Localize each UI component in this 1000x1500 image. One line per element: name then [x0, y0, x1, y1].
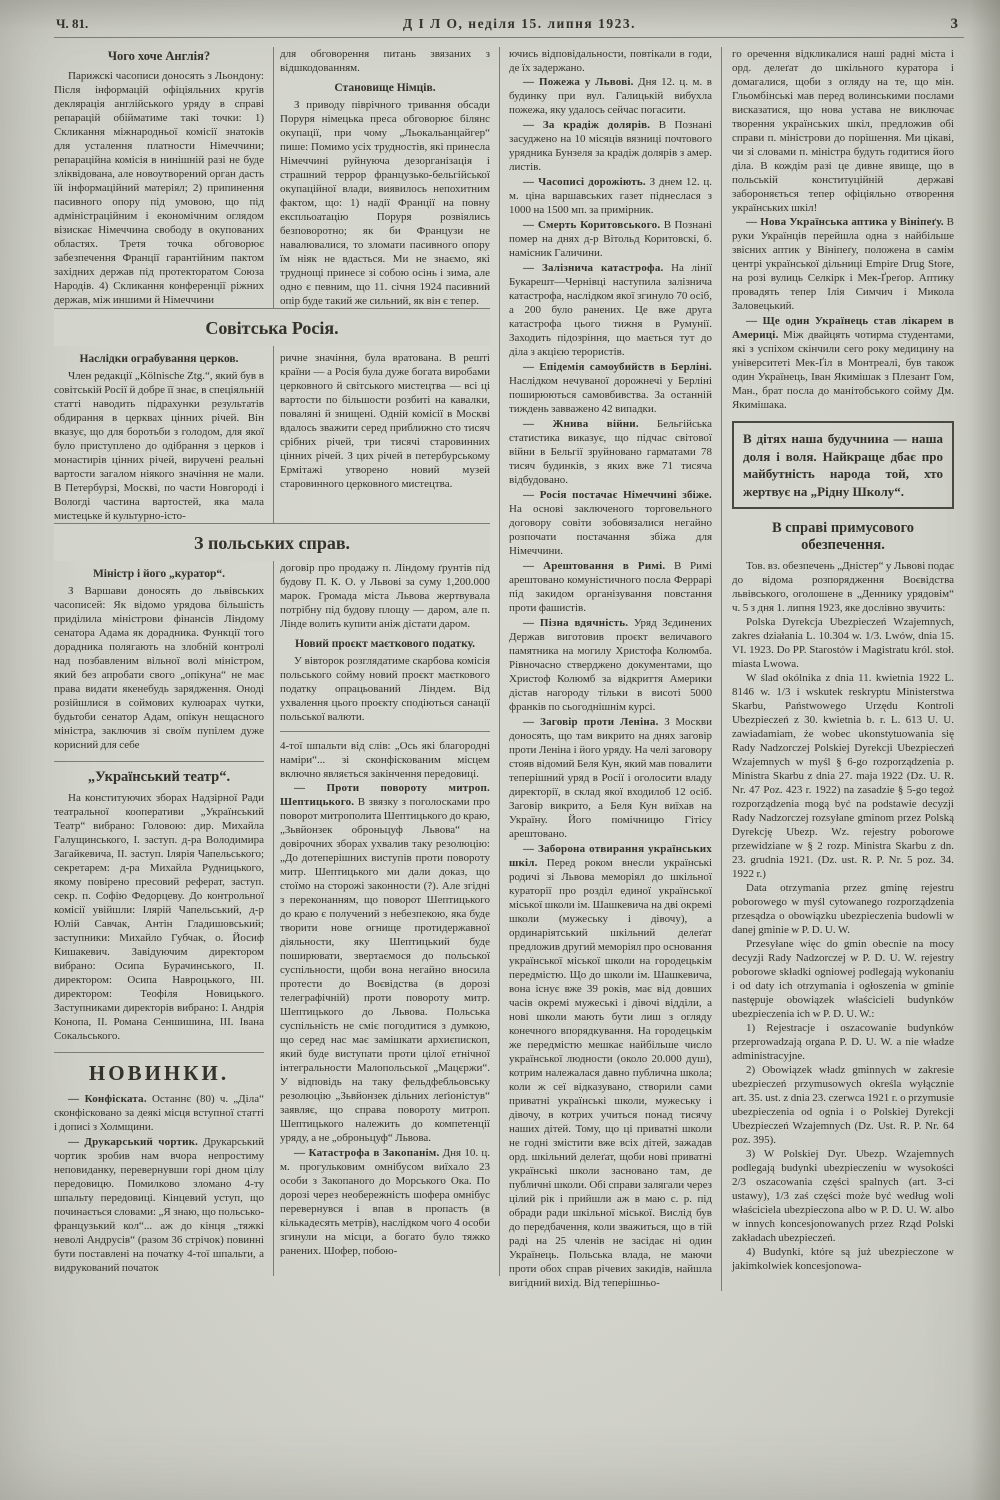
- news-item-text: Між двайцять чотирма студентами, які з успіхом скінчили сего року медицину на університеті Мек-Ґіл в Монтреалі, був також один Українець, Іван Якимішак з Плезант Гом, Ман., брат посла до манітобського сойму Дм. Якимішака.: [732, 329, 955, 411]
- section-heading-novynky: НОВИНКИ.: [54, 1052, 264, 1086]
- section-novynky: [54, 1052, 264, 1275]
- article-church-looting-continued: [280, 346, 490, 523]
- article-body: 1) Rejestracje i oszacowanie budynków przeprowadzają organa P. D. U. W. a nie władze administracyjne.: [732, 1022, 954, 1062]
- section-heading-polish-affairs: З польських справ.: [54, 523, 490, 561]
- continued-paragraph: 4-тої шпальти від слів: „Ось які благородні наміри“... зі сконфіскованим місцем включно являється закінчення передовиці.: [280, 740, 490, 780]
- news-item-lead: — Часописі дорожіють.: [523, 176, 646, 188]
- left-column-group: [54, 47, 500, 1276]
- section-compulsory-insurance: [732, 520, 954, 1273]
- news-item-lead: — Пожежа у Львові.: [523, 76, 634, 88]
- column-4: [722, 47, 954, 1273]
- news-item-text: З днем 12. ц. м. ціна варшавських газет піднеслася з 1000 на 1500 мп. за примірник.: [509, 176, 713, 216]
- article-body: W ślad okólnika z dnia 11. kwietnia 1922 L. 8146 w. 1/3 i wskutek reskryptu Ministerstwa Skarbu, Państwowego Urzędu Kontroli Ubezpieczeń z 30. kwietnia b. r. L. 613 U. U. zawiadamiam, że wobec ukonstytuowania się Rady Nadzorczej Polskiej Dyrekcji Ubezpieczeń Wzajemnych w myśl § 6-go rozporządzenia p. Ministra Skarbu z dnia 27. maja 1922 (Dz. U. R. Nr. 47 Poz. 423 r. 1922) na zasadzie § 5-go tegoż rozporządzenia mogą być na podstawie decyzji Rady Nadzorczej rozsyłane gminom przez Polską Dyrekcję Ubezp. Wz. rejestry poborowe przewidziane w § 2 rozp. Ministra Skarbu z dn. 23. grudnia 1921. (Dz. ust. R. P. Nr. 5 poz. 34. 1922 r.): [732, 672, 954, 880]
- news-item: [509, 218, 712, 260]
- news-item: [509, 559, 712, 615]
- masthead-title: Д І Л О, неділя 15. липня 1923.: [402, 16, 636, 31]
- column-divider-1-2: [273, 47, 274, 1276]
- news-item: [509, 360, 712, 416]
- news-item-lead: — Заборона отвирання українських шкіл.: [509, 843, 712, 869]
- page-number: 3: [950, 16, 958, 32]
- news-item-lead: — Смерть Коритовського.: [523, 219, 661, 231]
- article-subhead: Становище Німців.: [334, 82, 436, 94]
- news-item-text: В Познані засуджено на 10 місяців вязниці почтового урядника Бунзеля за крадіж долярів з амер. листів.: [509, 119, 713, 173]
- content-columns: [54, 47, 964, 1291]
- news-item: [54, 1092, 264, 1134]
- continued-paragraph: договір про продажу п. Ліндому ґрунтів під будову П. К. О. у Львові за суму 1,200.000 марок. Громада міста Львова жертвувала потрібну під будову площу — даром, але п. Лінде волить купити аніж дістати даром.: [280, 562, 490, 630]
- continued-paragraph: для обговорення питань звязаних з відшкодованням.: [280, 48, 490, 74]
- news-item: [732, 215, 954, 313]
- article-body: Тов. вз. обезпечень „Дністер“ у Львові подає до відома розпорядження Воєвідства львівського, оголошене в „Деннику урядовім“ ч. 5 з дня 1. липня 1923, яке дослівно звучить:: [732, 560, 954, 614]
- horizontal-rule: [280, 731, 490, 732]
- news-item: [509, 417, 712, 487]
- article-body: Парижскі часописи доносять з Льондону: Після інформацій офіціяльних кругів деклярація англійського уряду в справі репарацій обійматиме такі точки: 1) Скликання міжнародньої комісії знатоків для усталення платности Німеччини; репараційна комісія в нинішній разі не буде зліквідована, але новоутворений орган дасть їй інформаційний матеріял; 2) припинення пасивного опору під умовою, що під адміністраційним і економічним оглядом візискає Німеччина свободу в окупованих областях. Третя точка обговорює забезпечення Франції гарантійним пактом західних держав під протекторатом Союза Народів. 4) Скликання конференції ріжних держав, між иншими й Німеччини: [54, 70, 264, 306]
- article-body: 4) Budynki, które są już ubezpieczone w jakimkolwiek koncesjonowa-: [732, 1246, 954, 1272]
- article-body: На конституючих зборах Надзірної Ради театральної кооперативи „Український Театр“ вибрано: Головою: дир. Михайла Галущинського, І. заступ. д-ра Володимира Загайкевича, ІІ. заступ. Ілярія Чапельського; секретарем: д-ра Михайла Рудницького, якому повірено пресовий реферат, заступ. секр. п. Софію Федорцеву. До контрольної комісії увійшли: Ілярій Чапельський, д-р Юлій Савчак, Антін Гладишовський; заступники: Михайло Губчак, о. Йосиф Кишакевич. Завідуючим директором вибрано: Осипа Бурачинського, ІІ. директором: Осипа Навроцького, ІІІ. директором: Теофіля Новицького. Заступниками директорів вибрано: І. Андрія Конопа, ІІ. Романа Сеншишина, ІІІ. Івана Сокальського.: [54, 792, 264, 1042]
- news-item-text: На основі заключеного торговельного договору совіти зобовязалися негайно розпочати постачання збіжа для Німеччини.: [509, 503, 712, 557]
- article-body: Przesyłane więc do gmin obecnie na mocy decyzji Rady Nadzorczej w P. D. U. W. rejestry poborowe składki ogniowej podlegają wykonaniu i od daty ich otrzymania i ogłoszenia w gminie następuje obowiązek właścicieli budynków ubezpieczenia ich w P. D. U. W.:: [732, 938, 954, 1020]
- news-item-text: Дня 10. ц. м. прогульковим омнібусом виїхало 23 особи з Закопаного до Морського Ока. По дорозі через необережність шофера омнібус перевернувся і впав в пропасть (в кількадесять метрів), наслідком чого 4 особи згинули на місци, а богато було тяжко ранених. Шофер, побою-: [280, 1147, 490, 1257]
- article-subhead: Міністр і його „куратор“.: [92, 568, 226, 580]
- article-ukrainian-theatre: [54, 761, 264, 1043]
- news-item: [54, 1135, 264, 1275]
- news-item: [280, 781, 490, 1145]
- issue-number: Ч. 81.: [56, 16, 89, 31]
- article-body: 3) W Polskiej Dyr. Ubezp. Wzajemnych podlegają budynki ubezpieczeniu w wysokości 2/3 oszacowania części spalnych (art. 3-ci ustawy), 1/3 zaś części może być według woli właściciela ubezpieczona albo w P. D. U. W. albo w innych koncesjonowanych przez Rząd Polski zakładach ubezpieczeń.: [732, 1148, 954, 1244]
- article-body: Polska Dyrekcja Ubezpieczeń Wzajemnych, zakres działania L. 10.304 w. 1/3. Lwów, dnia 15. VI. 1923. Do PP. Starostów i Magistratu król. stoł. miasta Lwowa.: [732, 616, 954, 670]
- page-header: [54, 16, 964, 38]
- column-3: [500, 47, 722, 1291]
- news-item-text: Друкарський чортик зробив нам вчора непростиму неповиданку, перевернувши горі дном цілу передовицю. Помилково зломано 4-ту шпальту передовиці. Кінцевий уступ, що починається словами: „Я знаю, що польсько-французький кол“... аж до кінця „тяжкі неволі Андрусів“ (разом 36 стрічок) повинні бути поставлені на початку 4-тої шпальти, а видрукований початок: [54, 1136, 264, 1274]
- article-title: „Український театр“.: [54, 761, 264, 786]
- news-item-text: В Римі арештовано комуністичного посла Феррарі під закидом організування повстання проти фашистів.: [509, 560, 712, 614]
- news-item-lead: — За крадіж долярів.: [523, 119, 651, 131]
- news-item: [509, 616, 712, 714]
- news-item-lead: — Арештовання в Римі.: [523, 560, 666, 572]
- article-title: Чого хоче Англія?: [107, 49, 211, 63]
- article-body: У вівторок розглядатиме скарбова комісія польського сойму новий проєкт маєткового податку опрацьований Ліндем. Від ухвалення цього проєкту сподіються санації польської валюти.: [280, 655, 490, 723]
- article-body: З приводу піврічного тривання обсади Поруря німецька преса обговорює білянс окупації, при чому „Льокальанцайгер“ пише: Помимо усіх трудностів, які принесла Німеччині руйнуюча дезорганізація і страшний террор французько-бельгійської окупаційної влади, виявилось непохитним фактом, що: 1) надії Франції на повну експльоатацію Поруря розвіялись безповоротно; як би Французи не навалювалися, то зломати пасивного опору їм ніяк не вдасться. Ми не знаємо, які труднощі принесе зі собою осінь і зима, але одно є певним, що 11. січня 1924 пасивний опір буде такий же сильний, як він є тепер.: [280, 99, 490, 307]
- news-item: [509, 261, 712, 359]
- news-item-lead: — Друкарський чортик.: [68, 1136, 199, 1148]
- news-item-text: З Москви доносять, що там викрито на днях заговір проти Леніна і його уряду. На челі заговору стояв відомий Беля Кун, який мав повалити теперішний уряд в Росії і оголосити владу директорії, в склад якої входилоб 12 осіб. Заговір викрито, а Беля Кун виїхав на Україну. Його помічницю Гітісу арештовано.: [509, 716, 712, 840]
- news-item: [509, 715, 712, 841]
- news-item-lead: — Проти повороту митроп. Шептицького.: [280, 782, 490, 808]
- article-england: [54, 47, 264, 308]
- news-item: [509, 175, 712, 217]
- article-body: З Варшави доносять до львівських часописей: Як відомо урядова більшість приділила міністрови фінансів Ліндому сенатора Адама як дорадника. Функції того дорадника полягають на злобній контролі над позбавленим вільної волі міністром, який без апробати свого „опікуна“ не має права видати якенебудь зарядження. Оноді розійшлися в соймових кулюарах чутки, будьтоби сенатор Адам, опікун нещасного міністра, заключив зі своїм пупілем дуже корисний для себе: [54, 585, 264, 751]
- article-subhead: Новий проєкт маєткового податку.: [294, 638, 476, 650]
- article-body: 2) Obowiązek władz gminnych w zakresie ubezpieczeń przymusowych określa wyłącznie art. 35. ust. z dnia 23. czerwca 1921 r. o przymusie ubezpieczenia od ognia i o Polskiej Dyrekcji Ubezpieczeń Wzajemnych (Dz. Ust. R. P. Nr. 64 poz. 395).: [732, 1064, 954, 1146]
- news-item-lead: — Катастрофа в Закопанім.: [294, 1147, 440, 1159]
- article-germans: [280, 47, 490, 308]
- article-minister-curator: [54, 568, 264, 752]
- continued-paragraph: ючись відповідальности, повтікали в годи, де їх задержано.: [509, 48, 712, 74]
- news-item-text: В руки Українців перейшла одна з найбільше звісних аптик у Вініпеґу, положена в самім центрі української дільниці Empire Drug Store, на розі вулиць Селкірк і Мек-Ґреґор. Аптику провадять тепер Ілія Симчич і Микола Заловецький.: [732, 216, 955, 312]
- news-item: [509, 75, 712, 117]
- article-subhead: Наслідки ограбування церков.: [79, 353, 239, 365]
- ridna-shkola-promo-box: В дітях наша будучнина — наша доля і воля. Найкраще дбає про майбутність народа той, хто жертвує на „Рідну Школу“.: [732, 421, 954, 509]
- news-item-text: Останнє (80) ч. „Діла“ сконфісковано за деякі місця вступної статті і дописі з Холмщини.: [54, 1093, 264, 1133]
- news-item: [280, 1146, 490, 1258]
- continued-paragraph: го оречення відкликалися наші радні міста і орд. делеґат до шкільного куратора і домагалися, щоби з огляду на те, що мін. Гльомбінські мав перед волинськими послами висказатися, що нова устава не виключає творення українських шкіл, предложив обі справи п. міністрови до порішення. Ми цікаві, чи зі словами п. міністра будуть годитися його діла. В кождім разі це дивне явище, що в польській конституційній державі забороняється тепер офіціяльно отворення українських шкіл!: [732, 48, 954, 214]
- column-1-lower: [54, 561, 264, 1276]
- news-item-text: В Познані помер на днях д-р Вітольд Коритовскі, б. намісник Галичини.: [509, 219, 712, 259]
- article-body: Data otrzymania przez gminę rejestru poborowego w myśl cytowanego rozporządzenia przesądza o obowiązku ubezpieczenia budowli w danej gminie w P. D. U. W.: [732, 882, 954, 936]
- news-item-lead: — Пізна вдячність.: [523, 617, 629, 629]
- news-item-lead: — Росія постачає Німеччині збіже.: [523, 489, 712, 501]
- news-item-lead: — Ще один Українець став лікарем в Америці.: [732, 315, 954, 341]
- news-item-lead: — Конфіската.: [68, 1093, 147, 1105]
- section-heading-insurance: В справі примусового обезпечення.: [771, 520, 915, 553]
- news-item: [732, 314, 954, 412]
- news-item: [509, 488, 712, 558]
- article-body: Член редакції „Kölnische Ztg.“, який був в совітській Росії й добре її знає, в спеціяльній статті наводить підрахунки результатів обдирання в церквах цінних річей. Він вказує, що для боротьби з голодом, для якої було приступлено до одібрання з церков і монастирів цінних річей, виручені реальні вартости загалом ніякого значіння не мали. В Петербурзі, Москві, по части Новгороді і Вологді частина вартостей, яка мала мистецьке й культурно-істо-: [54, 370, 264, 522]
- news-item-text: Дня 12. ц. м. в будинку при вул. Галицькій вибухла пожежа, яку удалось сейчас погасити.: [509, 76, 712, 116]
- news-item-text: На лінії Букарешт—Чернівці наступила залізнича катастрофа, наслідком якої згинуло 70 осіб, а 200 було ранених. Це вже друга катастрофа цього тижня в Румунії. Заходить підозріння, що мається тут до діла з акцією терористів.: [509, 262, 712, 358]
- news-item-text: Бельгійська статистика виказує, що підчас світової війни в Бельгії зруйновано гарматами 78 тисяч будинків, з яких вже 71 тисяча відбудовано.: [509, 418, 712, 486]
- news-item-text: Наслідком нечуваної дорожнечі у Берліні поширюються самовбивства. За останній тиждень завважено 42 випадки.: [509, 375, 712, 415]
- news-item-lead: — Залізнича катастрофа.: [523, 262, 664, 274]
- news-item-lead: — Нова Українська аптика у Вініпеґу.: [746, 216, 944, 228]
- news-item: [509, 842, 712, 1290]
- news-item-text: Перед роком внесли українські родичі зі Львова меморіял до шкільної кураторії про розділ единої української міської школи ім. Шашкевича на дві окремі школи (мужеську і дівочу), а ординаріятський шкільний делеґат предложив другий меморіял про основання української міської школи на городецькім передмістю. Що до школи ім. Шашкевича, вона існує вже 39 років, має від довших часів окремі мужеські і дівочі відділи, а нові школи мають бути лиш з огляду конечного впорядкування. На городецькім же передмістю мешкає найбільше число української людности (около 20.000 душ), котрим належалася давно публична школа; коли ж сеї відказувано, створили сами приватні українські школи, мужеську і дівочу, в котрих учиться понад тисячу наших дітей. Тому, що ці приватні школи не годні змістити вже всіх дітей, зажадав орд. шкільний делеґат, щоби нові приватні українські школи засновано там, де публичні школи. Обі справи залягали через цілий рік і прийшли аж в маю с. р. під обради ради шкільної міської. Вислід був до передбачення, коли зважиться, що в тій раді на 25 членів не засідає ні один Українець. Польська влада, не маючи проти обох справ річевих закидів, найшла вигідний вихід. Від теперішньо-: [509, 857, 712, 1289]
- section-heading-soviet-russia: Совітська Росія.: [54, 308, 490, 346]
- news-item-text: В звязку з поголосками про поворот митрополита Шептицького до краю, „Зьвйонзек оброньцуф Львова“ на довірочних зборах ухвалив таку резолюцію: „До дотеперішних виступів проти повороту митр. Шептицького ми дали доказ, що стоїмо на сторожі законности (?). Але згідні з переконанням, що поворот Шептицького до краю є получений з небезпекою, яка буде творити нове огнище протидержавної діяльности, яку Шептицький буде поширювати, звертаємося до польської суспільности, щоби вона негайно вносила протести до Воєвідства (в дорозі телеграфічній) проти повороту митр. Шептицького до Львова. Польська суспільність не сміє погодитися з думкою, що серед нас має замішкати архиєпископ, який буде виступати проти цілої етнічної інтегральности Малопольської „Мацєржи“. У відповідь на таку фельдфебльовську резолюцію „Зьвйонзек дільних леґіоністув“ заявляє, що справа повороту митроп. Шептицького належить до компетенції уряду, а не „оброньцуф“ Львова.: [280, 796, 490, 1144]
- continued-paragraph: ричне значіння, була вратована. В решті країни — а Росія була дуже богата виробами церковного й світського мистецтва — всі ці вартости по більшости розбиті на кавалки, поваляні й знищені. Одній комісії в Москві вдалось зважити серед приближно сто тисяч срібних річей, три тисячі старовинних цінних річей. З цих річей в петербурському Ермітажі утворено новий музей старовинного церковного мистецтва.: [280, 352, 490, 490]
- news-item: [509, 118, 712, 174]
- news-item-lead: — Епідемія самоубийств в Берліні.: [523, 361, 712, 373]
- column-2-lower: [280, 561, 490, 1276]
- article-church-looting: [54, 346, 264, 523]
- news-item-lead: — Жнива війни.: [523, 418, 639, 430]
- news-item-text: Уряд Зєдинених Держав виготовив проєкт величавого памятника на могилу Христофа Колюмба. Рівночасно стверджено документами, що Христоф Колюмб за відкриття Америки дістав нагороду тільки в висоті 5000 франків по сьогоднішнім курсі.: [509, 617, 713, 713]
- news-item-lead: — Заговір проти Леніна.: [523, 716, 659, 728]
